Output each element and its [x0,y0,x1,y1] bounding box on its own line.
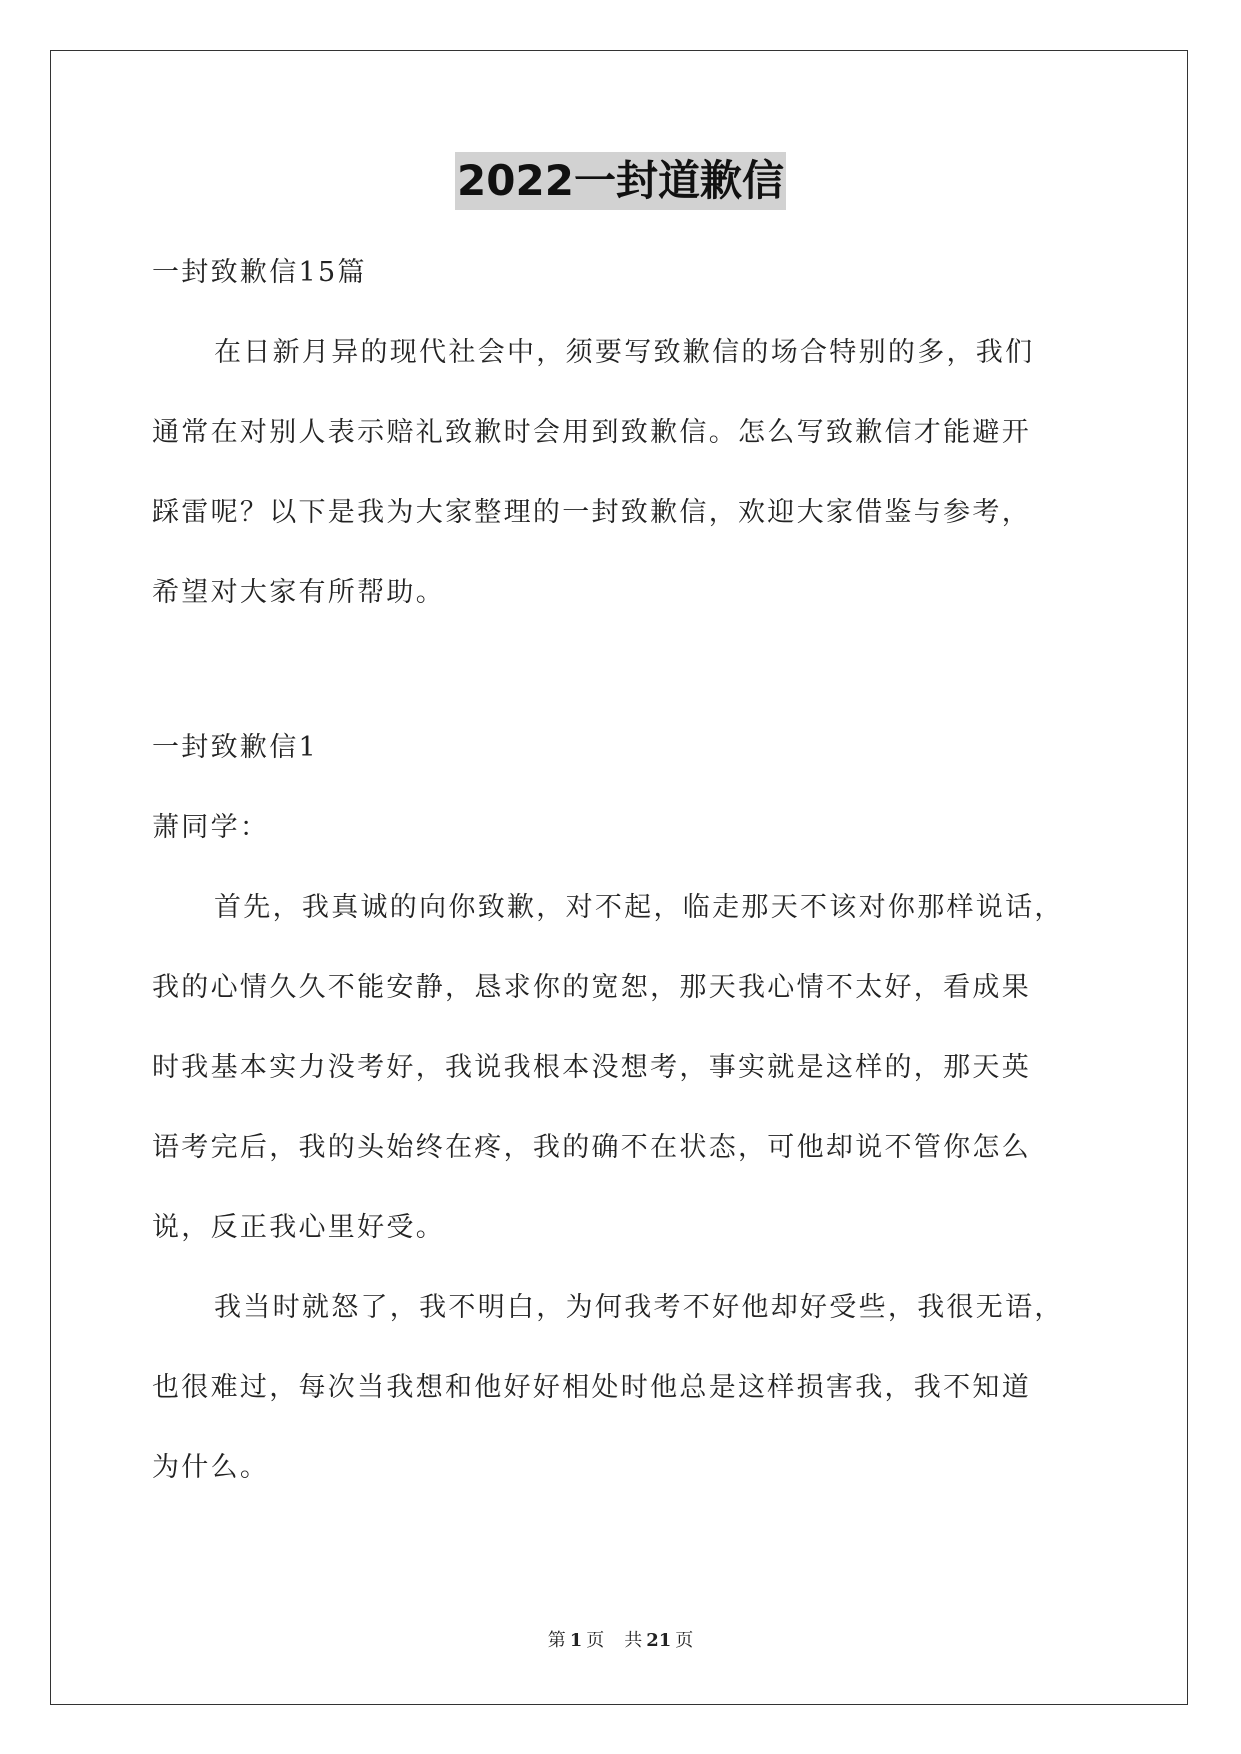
section-heading: 一封致歉信1 [152,732,318,763]
paragraph-line: 说，反正我心里好受。 [152,1212,445,1243]
page-number: 1 [569,1630,583,1651]
paragraph-line: 我的心情久久不能安静，恳求你的宽恕，那天我心情不太好，看成果 [152,972,1031,1003]
intro-line: 踩雷呢？以下是我为大家整理的一封致歉信，欢迎大家借鉴与参考， [152,497,1031,528]
title-container [0,152,1241,210]
total-pages: 21 [646,1630,672,1651]
page-footer [0,1626,1241,1652]
letter-paragraph-2 [152,1268,1112,1508]
page-suffix: 页 [586,1630,605,1651]
intro-line: 通常在对别人表示赔礼致歉时会用到致歉信。怎么写致歉信才能避开 [152,417,1031,448]
document-title: 2022一封道歉信 [455,152,786,210]
intro-line: 在日新月异的现代社会中，须要写致歉信的场合特别的多，我们 [214,337,1035,368]
subtitle: 一封致歉信15篇 [152,257,367,288]
section-gap [152,633,1112,708]
paragraph-line: 首先，我真诚的向你致歉，对不起，临走那天不该对你那样说话， [214,892,1064,923]
paragraph-line: 语考完后，我的头始终在疼，我的确不在状态，可他却说不管你怎么 [152,1132,1031,1163]
total-prefix: 共 [624,1630,643,1651]
intro-paragraph [152,313,1112,633]
intro-line: 希望对大家有所帮助。 [152,577,445,608]
paragraph-line: 时我基本实力没考好，我说我根本没想考，事实就是这样的，那天英 [152,1052,1031,1083]
paragraph-line: 也很难过，每次当我想和他好好相处时他总是这样损害我，我不知道 [152,1372,1031,1403]
paragraph-line: 我当时就怒了，我不明白，为何我考不好他却好受些，我很无语， [214,1292,1064,1323]
paragraph-line: 为什么。 [152,1452,270,1483]
document-body [152,233,1112,1508]
total-suffix: 页 [675,1630,694,1651]
letter-paragraph-1 [152,868,1112,1268]
salutation: 萧同学： [152,812,270,843]
page-prefix: 第 [547,1630,566,1651]
